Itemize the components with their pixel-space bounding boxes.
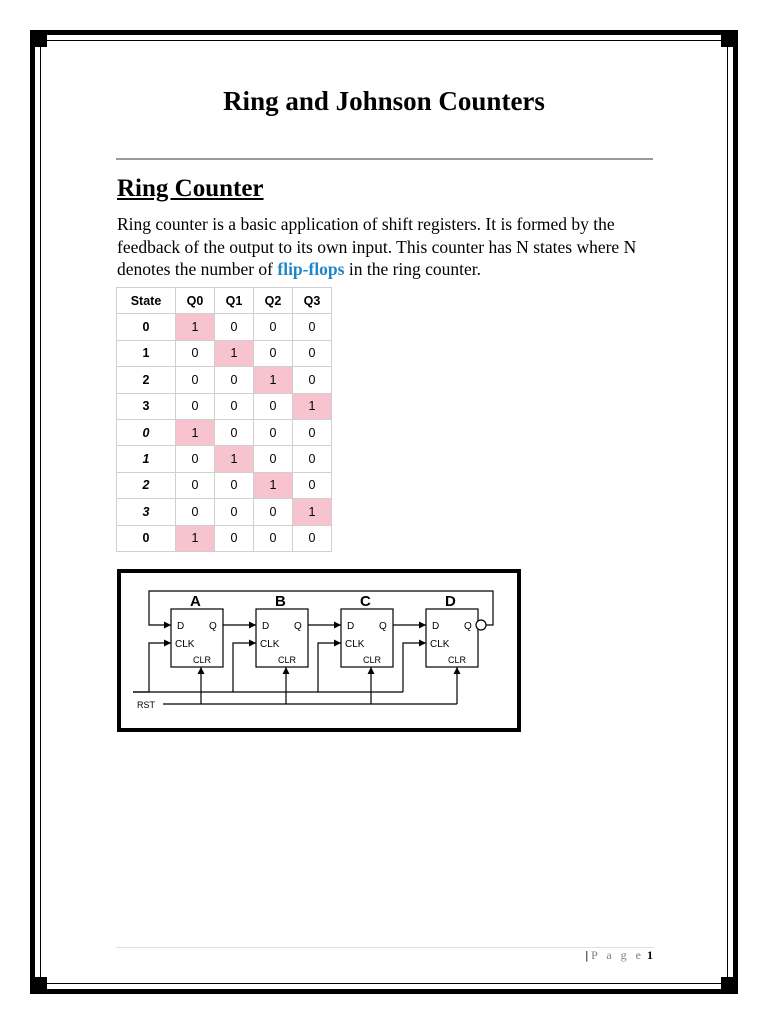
table-row <box>117 446 332 472</box>
border-corner <box>721 33 735 47</box>
arrow-icon <box>419 640 426 647</box>
section-heading: Ring Counter <box>117 175 264 202</box>
q3-cell: 0 <box>293 419 332 445</box>
table-row <box>117 367 332 393</box>
state-cell: 3 <box>117 499 176 525</box>
table-row <box>117 314 332 340</box>
q3-cell: 0 <box>293 525 332 551</box>
q2-cell: 0 <box>254 393 293 419</box>
title-divider <box>116 158 653 160</box>
q0-cell: 1 <box>176 314 215 340</box>
clock-wire-a <box>133 643 171 692</box>
pin-clr-label: CLR <box>448 655 467 665</box>
q3-cell: 1 <box>293 393 332 419</box>
state-table-body <box>117 314 332 552</box>
inverter-bubble <box>476 620 486 630</box>
table-row <box>117 419 332 445</box>
circuit-diagram <box>121 573 517 728</box>
flip-flop-d-label: D <box>445 593 456 610</box>
pin-d-label: D <box>177 621 185 632</box>
pin-clk-label: CLK <box>345 639 365 650</box>
footer-divider <box>116 947 654 948</box>
q0-cell: 0 <box>176 393 215 419</box>
arrow-icon <box>164 640 171 647</box>
pin-clk-label: CLK <box>175 639 195 650</box>
q3-cell: 0 <box>293 314 332 340</box>
state-cell: 2 <box>117 367 176 393</box>
flip-flop-a-label: A <box>190 593 201 610</box>
column-header-q3: Q3 <box>293 288 332 314</box>
footer-page-number: 1 <box>647 948 653 962</box>
table-row <box>117 472 332 498</box>
border-corner <box>721 977 735 991</box>
q3-cell: 0 <box>293 446 332 472</box>
q0-cell: 1 <box>176 419 215 445</box>
column-header-q1: Q1 <box>215 288 254 314</box>
page-footer <box>585 948 653 963</box>
q2-cell: 0 <box>254 340 293 366</box>
pin-clr-label: CLR <box>278 655 297 665</box>
state-cell: 2 <box>117 472 176 498</box>
column-header-state: State <box>117 288 176 314</box>
clock-wire-c <box>318 643 341 692</box>
table-row <box>117 499 332 525</box>
q2-cell: 0 <box>254 419 293 445</box>
table-row <box>117 393 332 419</box>
pin-q-label: Q <box>209 621 217 632</box>
pin-clr-label: CLR <box>193 655 212 665</box>
arrow-icon <box>164 622 171 629</box>
q1-cell: 0 <box>215 499 254 525</box>
q3-cell: 0 <box>293 367 332 393</box>
q1-cell: 0 <box>215 472 254 498</box>
clock-wire-d <box>403 643 426 692</box>
state-cell: 1 <box>117 340 176 366</box>
q0-cell: 0 <box>176 446 215 472</box>
state-cell: 0 <box>117 525 176 551</box>
arrow-icon <box>368 667 375 674</box>
pin-d-label: D <box>432 621 440 632</box>
pin-clk-label: CLK <box>260 639 280 650</box>
table-header-row <box>117 288 332 314</box>
flip-flop-b-label: B <box>275 593 286 610</box>
q2-cell: 0 <box>254 314 293 340</box>
border-corner <box>33 977 47 991</box>
q1-cell: 0 <box>215 314 254 340</box>
state-cell: 3 <box>117 393 176 419</box>
q0-cell: 1 <box>176 525 215 551</box>
arrow-icon <box>334 640 341 647</box>
paragraph-text-end: in the ring counter. <box>344 259 482 279</box>
pin-d-label: D <box>262 621 270 632</box>
q1-cell: 0 <box>215 525 254 551</box>
document-title: Ring and Johnson Counters <box>223 86 545 116</box>
column-header-q0: Q0 <box>176 288 215 314</box>
ring-counter-circuit <box>117 569 521 732</box>
reset-label: RST <box>137 700 155 710</box>
q1-cell: 0 <box>215 393 254 419</box>
arrow-icon <box>419 622 426 629</box>
state-table <box>116 287 332 552</box>
arrow-icon <box>334 622 341 629</box>
paragraph-text: Ring counter is a basic application of shift registers. It is formed by the feedback of the output to its own input. This counter has N states where N denotes the number of <box>117 214 637 279</box>
arrow-icon <box>249 640 256 647</box>
state-cell: 1 <box>117 446 176 472</box>
footer-separator: | <box>585 948 589 962</box>
table-row <box>117 340 332 366</box>
q0-cell: 0 <box>176 472 215 498</box>
q3-cell: 0 <box>293 340 332 366</box>
arrow-icon <box>198 667 205 674</box>
pin-q-label: Q <box>379 621 387 632</box>
q2-cell: 0 <box>254 525 293 551</box>
arrow-icon <box>454 667 461 674</box>
q0-cell: 0 <box>176 499 215 525</box>
q2-cell: 1 <box>254 472 293 498</box>
q1-cell: 1 <box>215 340 254 366</box>
pin-clr-label: CLR <box>363 655 382 665</box>
table-row <box>117 525 332 551</box>
pin-q-label: Q <box>294 621 302 632</box>
flip-flop-c-label: C <box>360 593 371 610</box>
flip-flops-link[interactable]: flip-flops <box>277 259 345 279</box>
q1-cell: 0 <box>215 419 254 445</box>
state-cell: 0 <box>117 314 176 340</box>
q2-cell: 1 <box>254 367 293 393</box>
footer-page-word: P a g e <box>591 948 644 962</box>
pin-clk-label: CLK <box>430 639 450 650</box>
pin-q-label: Q <box>464 621 472 632</box>
q1-cell: 1 <box>215 446 254 472</box>
q3-cell: 0 <box>293 472 332 498</box>
arrow-icon <box>249 622 256 629</box>
q0-cell: 0 <box>176 340 215 366</box>
column-header-q2: Q2 <box>254 288 293 314</box>
q0-cell: 0 <box>176 367 215 393</box>
section-paragraph <box>117 213 657 281</box>
clock-wire-b <box>233 643 256 692</box>
pin-d-label: D <box>347 621 355 632</box>
arrow-icon <box>283 667 290 674</box>
border-corner <box>33 33 47 47</box>
q2-cell: 0 <box>254 446 293 472</box>
q3-cell: 1 <box>293 499 332 525</box>
q1-cell: 0 <box>215 367 254 393</box>
state-cell: 0 <box>117 419 176 445</box>
q2-cell: 0 <box>254 499 293 525</box>
